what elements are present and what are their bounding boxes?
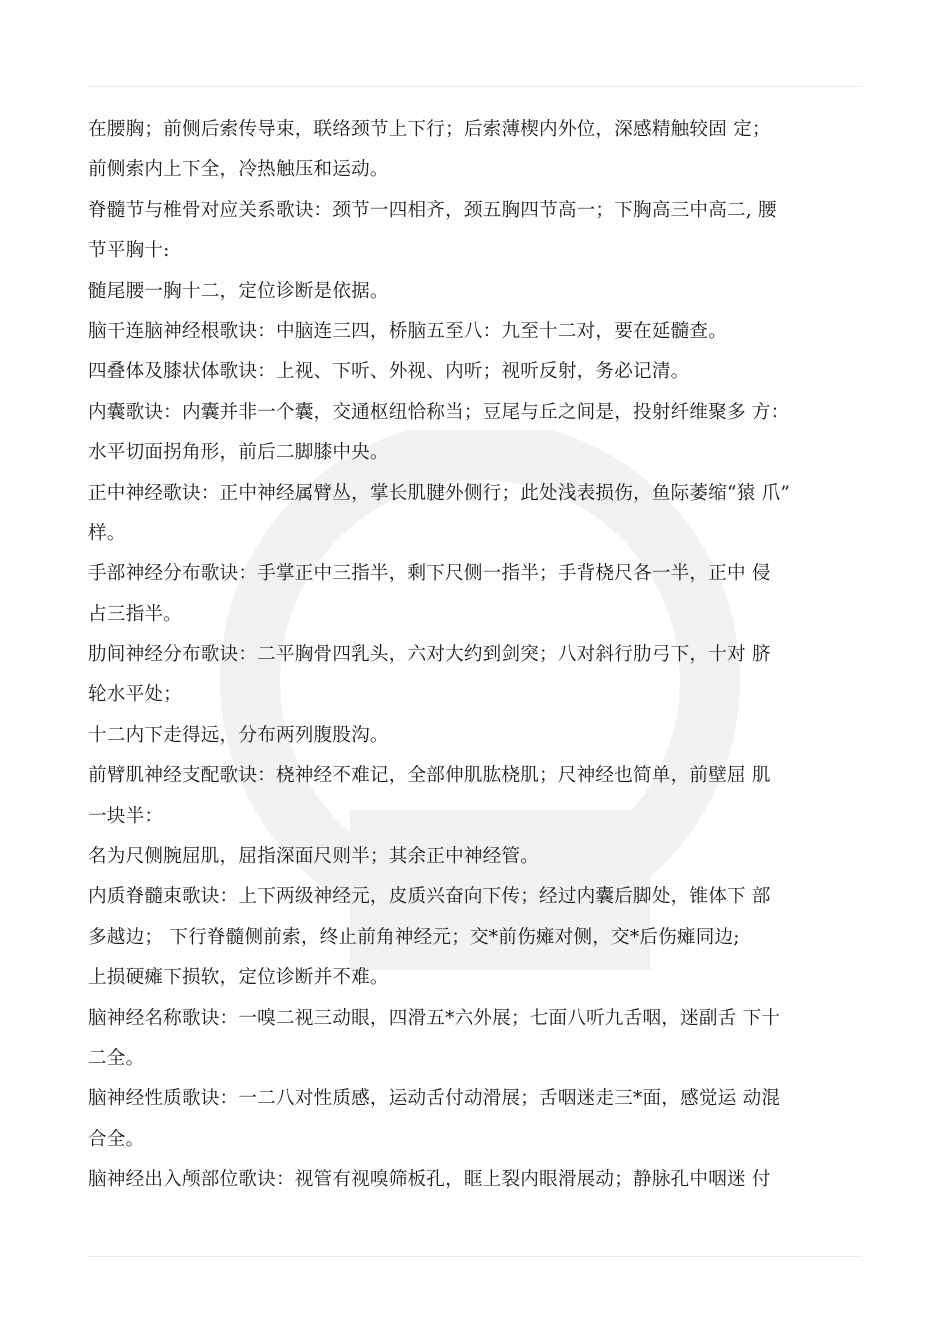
text-line: 内囊歌诀：内囊并非一个囊，交通枢纽恰称当；豆尾与丘之间是，投射纤维聚多 方： [88,401,790,423]
text-line: 四叠体及膝状体歌诀：上视、下听、外视、内听；视听反射，务必记清。 [88,361,690,383]
text-line: 合全。 [88,1128,145,1150]
text-line: 肋间神经分布歌诀：二平胸骨四乳头，六对大约到剑突；八对斜行肋弓下，十对 脐 [88,644,771,666]
text-line: 名为尺侧腕屈肌，屈指深面尺则半；其余正中神经管。 [88,846,540,868]
text-line: 轮水平处； [88,684,182,706]
text-line: 在腰胸；前侧后索传导束，联络颈节上下行；后索薄楔内外位，深感精触较固 定； [88,119,771,140]
text-line: 多越边； 下行脊髓侧前索，终止前角神经元；交*前伤瘫对侧，交*后伤瘫同边; [88,926,740,948]
footer-divider [88,1256,862,1257]
header-divider [88,86,862,87]
document-body [88,110,874,1201]
text-line: 前臂肌神经支配歌诀：桡神经不难记，全部伸肌肱桡肌；尺神经也简单，前壁屈 肌 [88,765,771,787]
text-line: 内质脊髓束歌诀：上下两级神经元，皮质兴奋向下传；经过内囊后脚处，锥体下 部 [88,886,771,908]
text-line: 手部神经分布歌诀：手掌正中三指半，剩下尺侧一指半；手背桡尺各一半，正中 侵 [88,563,771,585]
text-line: 髄尾腰一胸十二，定位诊断是依据。 [88,280,389,302]
text-line: 占三指半。 [88,603,182,625]
text-line: 样。 [88,522,126,544]
text-line: 二全。 [88,1047,145,1069]
text-line: 脑神经出入颅部位歌诀：视管有视嗅筛板孔，眶上裂内眼滑展动；静脉孔中咽迷 付 [88,1169,771,1191]
text-line: 水平切面拐角形，前后二脚膝中央。 [88,442,389,464]
text-line: 脑神经性质歌诀：一二八对性质感，运动舌付动滑展；舌咽迷走三*面，感觉运 动混 [88,1088,781,1110]
text-line: 脊髓节与椎骨对应关系歌诀：颈节一四相齐，颈五胸四节高一；下胸高三中高二, 腰 [88,199,777,221]
text-line: 一块半： [88,805,164,827]
text-line: 脑神经名称歌诀：一嗅二视三动眼，四滑五*六外展；七面八听九舌咽，迷副舌 下十 [88,1007,781,1029]
text-line: 节平胸十: [88,240,170,262]
text-line: 十二内下走得远，分布两列腹股沟。 [88,724,389,746]
text-line: 上损硬瘫下损软，定位诊断并不难。 [88,967,389,989]
text-line: 前侧索内上下全，冷热触压和运动。 [88,159,389,181]
text-line: 脑干连脑神经根歌诀：中脑连三四，桥脑五至八：九至十二对，要在延髓查。 [88,320,727,342]
text-line: 正中神经歌诀：正中神经属臂丛，掌长肌腱外侧行；此处浅表损伤，鱼际萎缩“猿 爪” [88,482,791,504]
